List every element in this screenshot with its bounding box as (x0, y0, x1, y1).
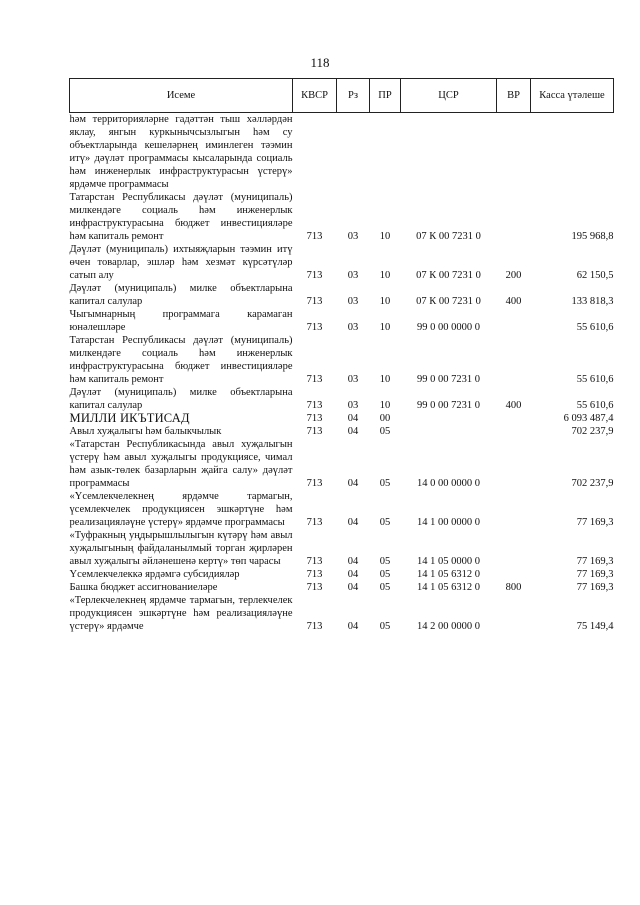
cell-amount: 77 169,3 (576, 517, 614, 528)
cell-vr (497, 529, 531, 568)
cell-vr: 400 (505, 296, 522, 307)
cell-pr: 05 (379, 556, 391, 567)
cell-csr: 14 1 05 6312 0 (417, 582, 480, 593)
cell-pr: 10 (379, 270, 391, 281)
cell-vr: 200 (505, 270, 522, 281)
cell-amount: 55 610,6 (576, 400, 614, 411)
cell-pr: 00 (379, 413, 391, 424)
cell-vr: 800 (505, 582, 522, 593)
cell-vr (497, 113, 531, 192)
table-row (70, 243, 614, 282)
cell-name: Дәүләт (муниципаль) милке объектларына капитал салулар (69, 283, 293, 307)
cell-pr: 05 (379, 582, 391, 593)
cell-csr (401, 425, 497, 438)
cell-name: Татарстан Республикасы дәүләт (муниципаль) милкендәге социаль һәм инженерлык инфраструктурасына бюджет инвестицияләре һәм капиталь ремонт (69, 192, 293, 242)
cell-amount (531, 113, 614, 192)
cell-vr (497, 438, 531, 490)
cell-kvsr: 713 (306, 517, 323, 528)
table-row (70, 529, 614, 568)
table-row (70, 438, 614, 490)
cell-pr: 05 (379, 478, 391, 489)
cell-csr: 14 1 05 0000 0 (417, 556, 480, 567)
cell-csr: 99 0 00 7231 0 (417, 374, 480, 385)
page-number: 118 (310, 55, 330, 70)
cell-vr (497, 412, 531, 425)
cell-csr: 14 2 00 0000 0 (417, 621, 480, 632)
cell-pr: 05 (379, 569, 391, 580)
column-header-rz: Рз (337, 79, 370, 113)
cell-amount: 77 169,3 (576, 582, 614, 593)
table-row (70, 191, 614, 243)
cell-csr: 14 0 00 0000 0 (417, 478, 480, 489)
table-body (70, 113, 614, 634)
cell-kvsr: 713 (306, 569, 323, 580)
column-header-kassa: Касса үтәлеше (531, 79, 614, 113)
cell-rz: 03 (347, 231, 359, 242)
cell-amount: 702 237,9 (571, 426, 614, 437)
cell-name: Үсемлекчелеккә ярдәмгә субсидияләр (69, 569, 240, 580)
column-header-vr: ВР (497, 79, 531, 113)
cell-rz: 04 (347, 517, 359, 528)
cell-rz: 03 (347, 400, 359, 411)
cell-kvsr: 713 (306, 322, 323, 333)
cell-kvsr: 713 (306, 296, 323, 307)
cell-rz: 03 (347, 322, 359, 333)
cell-kvsr: 713 (306, 621, 323, 632)
cell-pr: 10 (379, 231, 391, 242)
cell-csr: 07 К 00 7231 0 (416, 296, 481, 307)
cell-pr: 10 (379, 296, 391, 307)
cell-amount: 55 610,6 (576, 374, 614, 385)
cell-kvsr: 713 (306, 478, 323, 489)
cell-pr: 10 (379, 322, 391, 333)
cell-amount: 133 818,3 (571, 296, 614, 307)
cell-name: «Туфракның уңдырышлылыгын күтәрү һәм авыл хуҗалыгының файдаланылмый торган җирләрен авыл хуҗалыгы әйләнешенә кертү» төп чарасы (69, 530, 293, 567)
cell-name: Дәүләт (муниципаль) милке объектларына капитал салулар (69, 387, 293, 411)
cell-amount: 6 093 487,4 (563, 413, 614, 424)
cell-csr: 99 0 00 0000 0 (417, 322, 480, 333)
cell-rz: 04 (347, 413, 359, 424)
cell-rz: 04 (347, 556, 359, 567)
cell-csr: 99 0 00 7231 0 (417, 400, 480, 411)
cell-amount: 77 169,3 (576, 569, 614, 580)
cell-csr: 07 К 00 7231 0 (416, 231, 481, 242)
table-row (70, 113, 614, 192)
cell-pr: 05 (379, 621, 391, 632)
cell-csr: 07 К 00 7231 0 (416, 270, 481, 281)
cell-rz (337, 113, 370, 192)
table-row (70, 490, 614, 529)
cell-name: Дәүләт (муниципаль) ихтыяҗларын тәэмин итү өчен товарлар, эшләр һәм хезмәт күрсәтүләр сатып алу (69, 244, 293, 281)
table-row (70, 308, 614, 334)
cell-kvsr: 713 (306, 374, 323, 385)
cell-vr: 400 (505, 400, 522, 411)
cell-rz: 04 (347, 621, 359, 632)
cell-kvsr: 713 (306, 231, 323, 242)
cell-amount: 55 610,6 (576, 322, 614, 333)
cell-rz: 03 (347, 296, 359, 307)
table-row (70, 386, 614, 412)
cell-name: Башка бюджет ассигнованиеләре (69, 582, 218, 593)
cell-amount: 62 150,5 (576, 270, 614, 281)
cell-amount: 75 149,4 (576, 621, 614, 632)
cell-kvsr: 713 (306, 582, 323, 593)
cell-vr (497, 425, 531, 438)
table-row (70, 425, 614, 438)
cell-kvsr (293, 113, 337, 192)
cell-name: Чыгымнарның программага карамаган юнәлешләре (69, 309, 293, 333)
cell-csr: 14 1 05 6312 0 (417, 569, 480, 580)
column-header-kvsr: КВСР (293, 79, 337, 113)
cell-rz: 03 (347, 374, 359, 385)
cell-rz: 04 (347, 582, 359, 593)
budget-table (69, 78, 614, 633)
cell-name: һәм территорияләрне гадәттән тыш хәлләрдән яклау, янгын куркынычсызлыгын һәм су объектларында кешеләрнең иминлеген тәэмин итү» дәүләт программасы кысаларында социаль һәм инженерлык инфраструктурасын үстерү» ярдәмче программасы (69, 114, 293, 190)
cell-pr: 10 (379, 374, 391, 385)
table-row (70, 568, 614, 581)
cell-csr: 14 1 00 0000 0 (417, 517, 480, 528)
cell-name: МИЛЛИ ИКЪТИСАД (69, 411, 190, 425)
table-row (70, 282, 614, 308)
cell-kvsr: 713 (306, 556, 323, 567)
cell-name: «Терлекчелекнең ярдәмче тармагын, терлекчелек продукциясен эшкәртүне һәм реализацияләүне үстерү» ярдәмче (69, 595, 293, 632)
cell-csr (401, 412, 497, 425)
cell-vr (497, 568, 531, 581)
table-row (70, 594, 614, 633)
column-header-name: Исеме (70, 79, 293, 113)
cell-rz: 04 (347, 569, 359, 580)
cell-kvsr: 713 (306, 426, 323, 437)
cell-vr (497, 191, 531, 243)
table-row (70, 412, 614, 425)
cell-kvsr: 713 (306, 400, 323, 411)
cell-rz: 03 (347, 270, 359, 281)
column-header-pr: ПР (370, 79, 401, 113)
cell-vr (497, 334, 531, 386)
table-header-row (70, 79, 614, 113)
cell-name: «Үсемлекчелекнең ярдәмче тармагын, үсемлекчелек продукциясен эшкәртүне һәм реализацияләүне үстерү» ярдәмче программасы (69, 491, 293, 528)
cell-pr: 10 (379, 400, 391, 411)
cell-amount: 195 968,8 (571, 231, 614, 242)
cell-kvsr: 713 (306, 413, 323, 424)
cell-rz: 04 (347, 426, 359, 437)
table-row (70, 334, 614, 386)
cell-name: Авыл хуҗалыгы һәм балыкчылык (69, 426, 222, 437)
cell-amount: 77 169,3 (576, 556, 614, 567)
cell-kvsr: 713 (306, 270, 323, 281)
cell-rz: 04 (347, 478, 359, 489)
cell-vr (497, 308, 531, 334)
cell-csr (401, 113, 497, 192)
cell-pr: 05 (379, 517, 391, 528)
cell-name: Татарстан Республикасы дәүләт (муниципаль) милкендәге социаль һәм инженерлык инфраструктурасына бюджет инвестицияләре һәм капиталь ремонт (69, 335, 293, 385)
cell-amount: 702 237,9 (571, 478, 614, 489)
column-header-csr: ЦСР (401, 79, 497, 113)
table-row (70, 581, 614, 594)
cell-name: «Татарстан Республикасында авыл хуҗалыгын үстерү һәм авыл хуҗалыгы продукциясе, чимал һәм азык-төлек базарларын җайга салу» дәүләт программасы (69, 439, 293, 489)
cell-pr: 05 (379, 426, 391, 437)
cell-vr (497, 490, 531, 529)
cell-pr (370, 113, 401, 192)
cell-vr (497, 594, 531, 633)
